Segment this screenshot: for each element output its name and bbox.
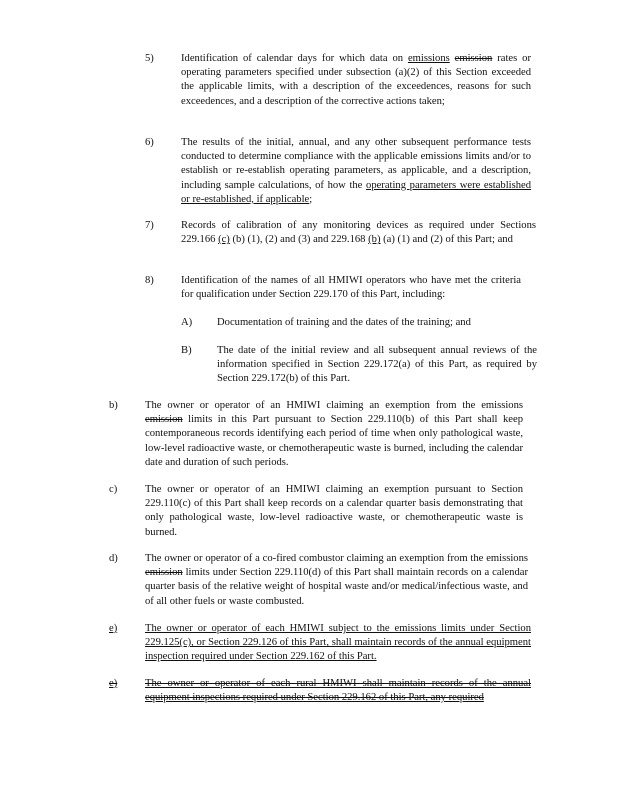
item-number: A) — [181, 317, 193, 328]
text-segment: operating parameters were established or re-established, if applicable — [181, 179, 532, 205]
text-segment: The owner or operator of each rural HMIWI shall maintain records of the annual equipment inspections required under Section 229.162 of this Part, any required — [145, 678, 531, 704]
item-text — [145, 552, 528, 609]
item-number: 5) — [145, 53, 154, 64]
item-text — [217, 344, 537, 387]
text-segment: emissions — [407, 53, 450, 64]
text-segment: Records of calibration of any monitoring devices as required under Sections 229.166 — [181, 220, 536, 246]
text-segment: emission — [145, 567, 183, 579]
text-segment: limits under Section 229.110(d) of this Part shall maintain records on a calendar quarter basis of the relative weight of hospital waste and/or medical/infectious waste, and of all other fuels or waste combusted. — [145, 567, 528, 607]
text-segment: Identification of calendar days for which data on — [181, 53, 408, 64]
text-segment: The owner or operator of an HMIWI claiming an exemption pursuant to Section 229.110(c) of this Part shall keep records on a calendar quarter basis demonstrating that only pathological waste, low-level radioactive waste, or chemotherapeutic waste is burned. — [145, 484, 523, 538]
text-segment: (c) — [218, 234, 230, 246]
text-segment: emission — [454, 53, 493, 64]
item-number: 7) — [145, 220, 154, 231]
text-segment: (b) (1), (2) and (3) and 229.168 — [229, 234, 369, 246]
text-segment: Identification of the names of all HMIWI operators who have met the criteria for qualification under Section 229.170 of this Part, including: — [181, 275, 521, 301]
item-number: 6) — [145, 137, 154, 148]
item-number: b) — [109, 400, 118, 411]
text-segment: The owner or operator of a co-fired combustor claiming an exemption from the emissions — [145, 553, 528, 564]
text-segment: limits in this Part pursuant to Section 229.110(b) of this Part shall keep contemporaneous records identifying each period of time when only pathological waste, low-level radioactive waste, or chemotherapeutic waste is burned, including the calendar date and duration of such periods. — [145, 414, 523, 468]
item-text — [217, 316, 517, 330]
item-number: e) — [109, 623, 118, 634]
item-text — [181, 219, 536, 247]
item-text — [145, 622, 531, 665]
text-segment: (a) (1) and (2) of this Part; and — [380, 234, 513, 246]
item-text — [181, 52, 531, 109]
item-number: c) — [109, 484, 118, 495]
item-number: d) — [109, 553, 118, 564]
item-text — [145, 483, 523, 540]
text-segment: emission — [145, 414, 183, 426]
item-text — [145, 399, 523, 470]
item-text — [181, 136, 531, 207]
text-segment: rates or operating parameters specified under subsection (a)(2) of this Section exceeded the applicable limits, with a description of the exceedences, reasons for such exceedences, and a description of the corrective actions taken; — [181, 53, 531, 107]
text-segment: (b) — [368, 234, 381, 246]
text-segment: The date of the initial review and all subsequent annual reviews of the information specified in Section 229.172(a) of this Part, as required by Section 229.172(b) of this Part. — [217, 345, 537, 385]
text-segment: The owner or operator of an HMIWI claiming an exemption from the emissions — [145, 400, 523, 411]
item-number: e) — [109, 678, 118, 689]
text-segment: The owner or operator of each HMIWI subject to the emissions limits under Section 229.125(c), or Section 229.126 of this Part, shall maintain records of the annual equipment inspection required under Section 229.162 of this Part. — [145, 623, 531, 663]
item-number: B) — [181, 345, 192, 356]
text-segment: ; — [309, 193, 313, 205]
text-segment: The results of the initial, annual, and any other subsequent performance tests conducted to determine compliance with the applicable emissions limits and/or to establish or re-establish operating parameters, as applicable, and a description, including sample calculations, of how the — [181, 137, 531, 191]
item-number: 8) — [145, 275, 154, 286]
item-text — [181, 274, 521, 302]
text-segment: Documentation of training and the dates of the training; and — [217, 317, 471, 328]
item-text — [145, 677, 531, 705]
